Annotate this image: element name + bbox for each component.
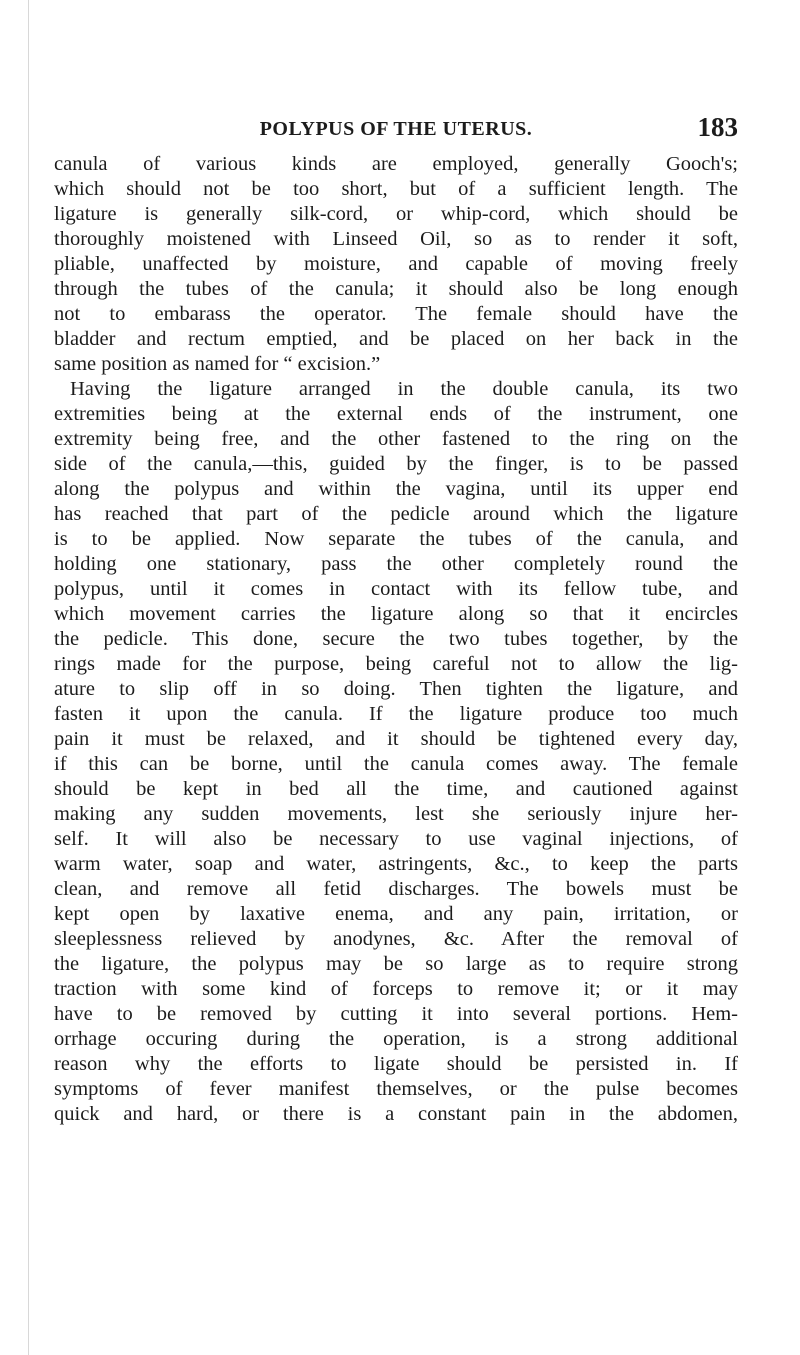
text-line: warm water, soap and water, astringents, &c., to keep the parts	[54, 853, 738, 875]
text-line: pain it must be relaxed, and it should be tightened every day,	[54, 728, 738, 750]
text-line: self. It will also be necessary to use vaginal injections, of	[54, 828, 738, 850]
text-line: clean, and remove all fetid discharges. The bowels must be	[54, 878, 738, 900]
text-line: not to embarass the operator. The female should have the	[54, 303, 738, 325]
text-line: fasten it upon the canula. If the ligature produce too much	[54, 703, 738, 725]
text-line: thoroughly moistened with Linseed Oil, so as to render it soft,	[54, 228, 738, 250]
text-line: is to be applied. Now separate the tubes of the canula, and	[54, 528, 738, 550]
text-line: have to be removed by cutting it into several portions. Hem-	[54, 1003, 738, 1025]
text-line: sleeplessness relieved by anodynes, &c. After the removal of	[54, 928, 738, 950]
page-title: POLYPUS OF THE UTERUS.	[259, 118, 533, 140]
text-line: which should not be too short, but of a sufficient length. The	[54, 178, 738, 200]
text-line: quick and hard, or there is a constant pain in the abdomen,	[54, 1103, 738, 1125]
text-line: holding one stationary, pass the other completely round the	[54, 553, 738, 575]
text-line: reason why the efforts to ligate should be persisted in. If	[54, 1053, 738, 1075]
text-line: bladder and rectum emptied, and be placed on her back in the	[54, 328, 738, 350]
text-line: through the tubes of the canula; it should also be long enough	[54, 278, 738, 300]
text-line: ature to slip off in so doing. Then tighten the ligature, and	[54, 678, 738, 700]
text-line: traction with some kind of forceps to remove it; or it may	[54, 978, 738, 1000]
body-text	[54, 152, 738, 1127]
text-line: which movement carries the ligature along so that it encircles	[54, 603, 738, 625]
text-line: side of the canula,—this, guided by the finger, is to be passed	[54, 453, 738, 475]
text-line: pliable, unaffected by moisture, and capable of moving freely	[54, 253, 738, 275]
text-line: extremity being free, and the other fastened to the ring on the	[54, 428, 738, 450]
text-line: along the polypus and within the vagina, until its upper end	[54, 478, 738, 500]
text-line: kept open by laxative enema, and any pain, irritation, or	[54, 903, 738, 925]
text-line: same position as named for “ excision.”	[54, 353, 381, 375]
text-line: should be kept in bed all the time, and cautioned against	[54, 778, 738, 800]
text-line: extremities being at the external ends of the instrument, one	[54, 403, 738, 425]
text-line: orrhage occuring during the operation, is a strong additional	[54, 1028, 738, 1050]
running-head	[54, 112, 738, 144]
text-line: canula of various kinds are employed, generally Gooch's;	[54, 153, 738, 175]
binding-edge	[28, 0, 29, 1355]
text-line: making any sudden movements, lest she seriously injure her-	[54, 803, 738, 825]
text-line: symptoms of fever manifest themselves, or the pulse becomes	[54, 1078, 738, 1100]
paragraph-start-line: Having the ligature arranged in the double canula, its two	[70, 378, 738, 400]
text-line: the pedicle. This done, secure the two tubes together, by the	[54, 628, 738, 650]
text-line: ligature is generally silk-cord, or whip-cord, which should be	[54, 203, 738, 225]
text-line: if this can be borne, until the canula comes away. The female	[54, 753, 738, 775]
text-line: polypus, until it comes in contact with its fellow tube, and	[54, 578, 738, 600]
text-line: the ligature, the polypus may be so large as to require strong	[54, 953, 738, 975]
text-line: has reached that part of the pedicle around which the ligature	[54, 503, 738, 525]
text-line: rings made for the purpose, being careful not to allow the lig-	[54, 653, 738, 675]
page-number: 183	[697, 112, 738, 142]
